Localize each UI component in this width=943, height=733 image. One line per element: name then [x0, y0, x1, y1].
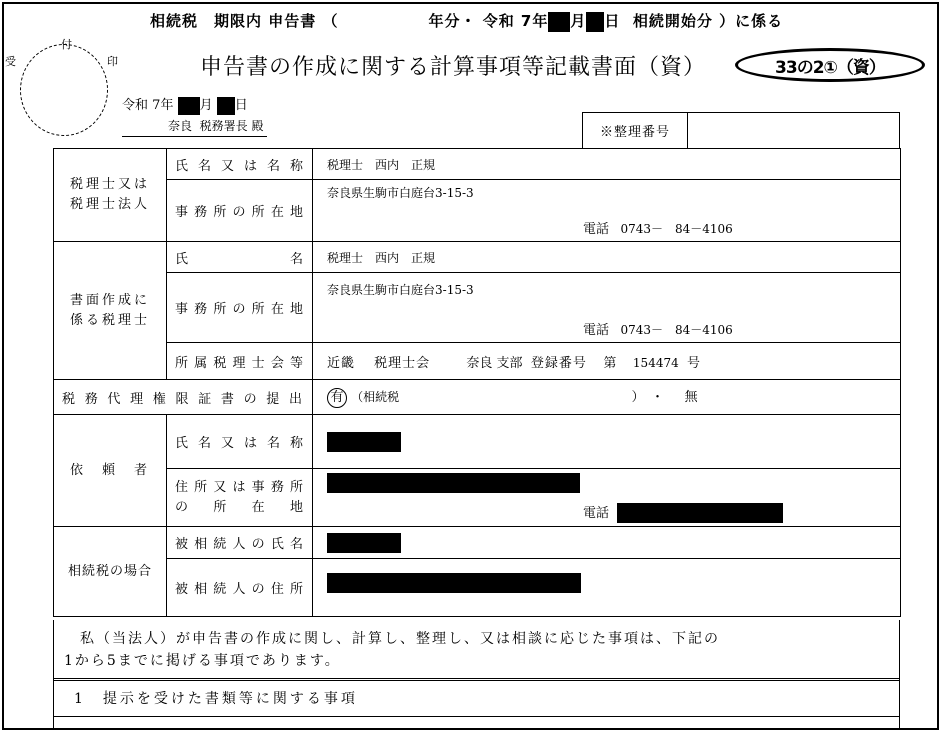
proxy-close: ） ・	[631, 390, 664, 405]
client-address-label-line1: 住所又は事務所	[175, 479, 304, 495]
preparer-address: 奈良県生駒市白庭台3-15-3	[327, 283, 474, 297]
preparer-category-line1: 書面作成に	[69, 292, 150, 308]
redacted-client-name	[327, 432, 401, 452]
redacted-decedent-name	[327, 533, 401, 553]
header-prefix: 相続税 期限内 申告書 （	[150, 12, 339, 30]
accountant-category-line2: 税理士法人	[69, 197, 150, 212]
proxy-cell	[313, 380, 901, 415]
redacted-client-address	[327, 473, 580, 493]
decedent-address-label: 被相続人の住所	[167, 559, 313, 617]
office-name: 奈良	[168, 119, 193, 133]
accountant-tel-label: 電話	[583, 222, 610, 237]
preparer-address-label: 事務所の所在地	[167, 273, 313, 343]
date-nen: 年	[160, 98, 174, 113]
decedent-address-cell	[313, 559, 901, 617]
accountant-category-line1: 税理士又は	[69, 177, 150, 192]
filing-date	[122, 94, 248, 115]
declaration-area	[53, 620, 900, 730]
preparer-category	[54, 242, 167, 380]
preparer-category-line2: 係る税理士	[69, 312, 150, 328]
preparer-name: 税理士 西内 正規	[313, 242, 901, 273]
header-suffix: 相続開始分 ）に係る	[632, 12, 784, 30]
stamp-in: 印	[107, 55, 118, 68]
preparer-tel-label: 電話	[583, 323, 610, 338]
redacted-date-day	[217, 97, 235, 115]
double-divider	[54, 678, 899, 681]
inheritance-category: 相続税の場合	[54, 527, 167, 617]
accountant-address-cell	[313, 180, 901, 242]
assoc-branch: 奈良 支部	[466, 355, 523, 371]
declaration-line2: 1から5までに掲げる事項であります。	[64, 653, 341, 669]
header-era: 令和 7年	[482, 12, 549, 30]
accountant-category	[54, 149, 167, 242]
office-suffix: 税務署長 殿	[199, 119, 264, 133]
accountant-address: 奈良県生駒市白庭台3-15-3	[327, 186, 474, 200]
date-day: 日	[234, 98, 248, 113]
proxy-no: 無	[684, 390, 698, 405]
preparer-tel: 0743－ 84－4106	[620, 323, 733, 337]
redacted-client-tel	[617, 503, 783, 523]
proxy-yes-detail: （相続税	[351, 390, 400, 404]
reg-number: 154474	[632, 355, 679, 370]
reception-stamp	[20, 44, 108, 136]
redacted-month	[548, 12, 570, 32]
accountant-tel-wrap	[583, 218, 733, 237]
preparer-assoc-cell	[313, 343, 901, 380]
reference-number-box	[582, 112, 900, 148]
preparer-assoc-label: 所属税理士会等	[167, 343, 313, 380]
date-month: 月	[199, 98, 213, 113]
declaration-text	[64, 628, 720, 672]
assoc-name: 近畿 税理士会	[327, 355, 431, 371]
client-address-label	[167, 469, 313, 527]
client-name-label: 氏名又は名称	[167, 415, 313, 469]
client-address-label-line2: の 所 在 地	[175, 499, 304, 515]
redacted-date-month	[178, 97, 200, 115]
accountant-address-label: 事務所の所在地	[167, 180, 313, 242]
tax-office	[122, 117, 267, 137]
header-day: 日	[604, 12, 621, 30]
stamp-uke: 受	[5, 55, 16, 68]
decedent-name-cell	[313, 527, 901, 559]
reg-prefix: 第	[603, 355, 617, 371]
date-era: 令和	[122, 98, 149, 113]
main-form-table	[53, 148, 901, 617]
client-tel-label: 電話	[583, 505, 610, 521]
date-year: 7	[152, 98, 161, 113]
accountant-tel: 0743－ 84－4106	[620, 222, 733, 236]
client-category: 依 頼 者	[54, 415, 167, 527]
redacted-day	[586, 12, 604, 32]
section1-heading: 1 提示を受けた書類等に関する事項	[74, 691, 358, 707]
redacted-decedent-address	[327, 573, 581, 593]
declaration-line1: 私（当法人）が申告書の作成に関し、計算し、整理し、又は相談に応じた事項は、下記の	[80, 631, 720, 647]
reference-number-label: ※整理番号	[583, 113, 688, 148]
stamp-tsuke: 付	[61, 38, 72, 51]
reg-label: 登録番号	[530, 355, 587, 371]
reg-suffix: 号	[687, 355, 701, 371]
form-code-badge: 33の2①（資）	[735, 48, 925, 82]
client-tel-wrap	[583, 502, 783, 524]
section-divider	[54, 716, 899, 717]
accountant-name-label: 氏名又は名称	[167, 149, 313, 180]
preparer-name-label: 氏 名	[167, 242, 313, 273]
client-address-cell	[313, 469, 901, 527]
client-name-cell	[313, 415, 901, 469]
proxy-label: 税務代理権限証書の提出	[54, 380, 313, 415]
accountant-name: 税理士 西内 正規	[313, 149, 901, 180]
form-header	[150, 10, 783, 32]
preparer-tel-wrap	[583, 319, 733, 338]
header-year-label: 年分・	[428, 12, 477, 30]
header-month: 月	[570, 12, 587, 30]
page-title: 申告書の作成に関する計算事項等記載書面（資）	[200, 55, 707, 80]
decedent-name-label: 被相続人の氏名	[167, 527, 313, 559]
proxy-yes-circled: 有	[327, 388, 347, 408]
preparer-address-cell	[313, 273, 901, 343]
